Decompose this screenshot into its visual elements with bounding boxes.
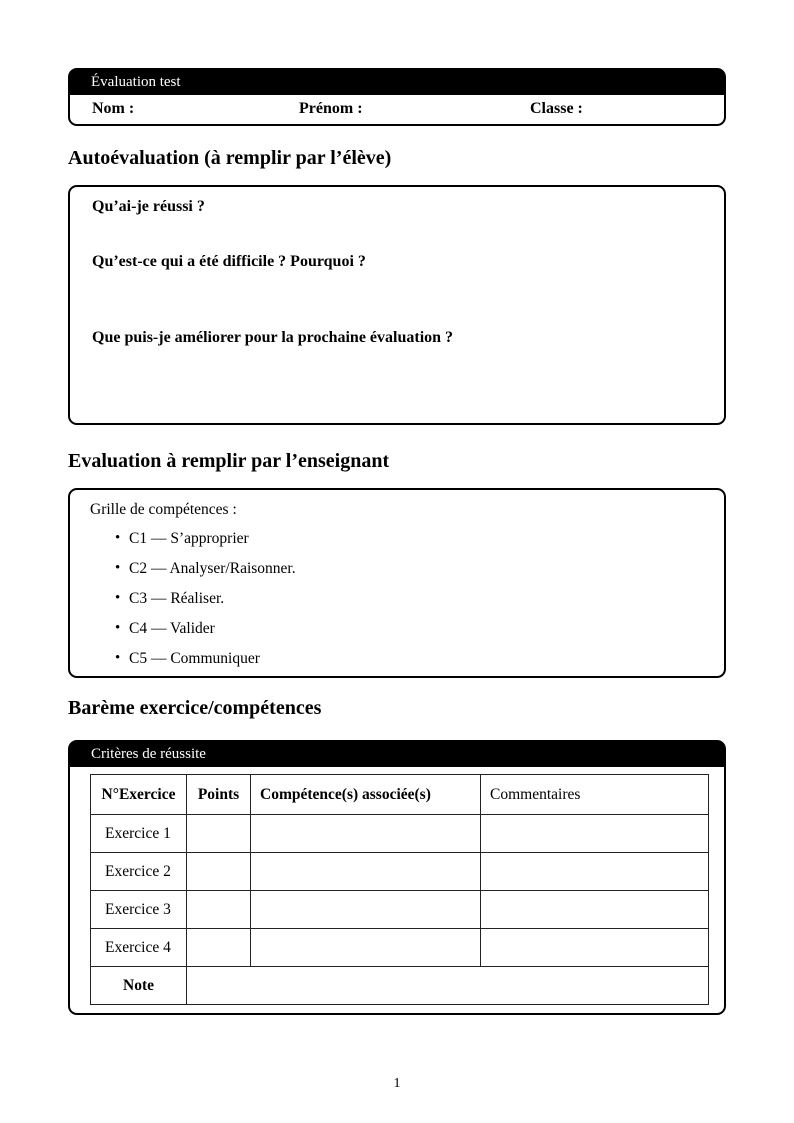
competence-item bbox=[115, 620, 296, 637]
competence-item bbox=[115, 530, 296, 547]
table-cell-empty bbox=[187, 815, 251, 853]
table-cell-empty bbox=[187, 891, 251, 929]
table-cell-empty bbox=[251, 891, 481, 929]
header-fields-row bbox=[70, 95, 724, 124]
note-cell-empty bbox=[187, 967, 709, 1005]
page-number: 1 bbox=[393, 1076, 401, 1091]
name-field-label: Nom : bbox=[92, 100, 135, 117]
competence-item-label: C2 — Analyser/Raisonner. bbox=[129, 560, 296, 577]
header-box-title: Évaluation test bbox=[70, 70, 724, 95]
autoeval-question-2: Qu’est-ce qui a été difficile ? Pourquoi ? bbox=[92, 253, 366, 270]
bullet-icon: • bbox=[115, 620, 121, 636]
bullet-icon: • bbox=[115, 590, 121, 606]
table-row bbox=[91, 929, 709, 967]
table-cell-empty bbox=[481, 853, 709, 891]
exercise-row-label: Exercice 3 bbox=[91, 891, 187, 929]
class-field-label: Classe : bbox=[530, 100, 583, 117]
competence-item-label: C1 — S’approprier bbox=[129, 530, 249, 547]
exercise-row-label: Exercice 1 bbox=[91, 815, 187, 853]
note-row bbox=[91, 967, 709, 1005]
bullet-icon: • bbox=[115, 650, 121, 666]
table-cell-empty bbox=[481, 891, 709, 929]
competence-item-label: C5 — Communiquer bbox=[129, 650, 260, 667]
header-box bbox=[68, 68, 726, 126]
table-row bbox=[91, 853, 709, 891]
bareme-section-heading: Barème exercice/compétences bbox=[68, 697, 322, 719]
table-cell-empty bbox=[187, 929, 251, 967]
competence-item bbox=[115, 590, 296, 607]
criteria-box bbox=[68, 740, 726, 1015]
table-cell-empty bbox=[187, 853, 251, 891]
competence-item bbox=[115, 560, 296, 577]
table-row bbox=[91, 891, 709, 929]
bullet-icon: • bbox=[115, 530, 121, 546]
competence-item bbox=[115, 650, 296, 667]
table-cell-empty bbox=[251, 853, 481, 891]
competence-list bbox=[115, 530, 296, 681]
teacher-section-heading: Evaluation à remplir par l’enseignant bbox=[68, 450, 390, 472]
table-cell-empty bbox=[481, 929, 709, 967]
competence-item-label: C3 — Réaliser. bbox=[129, 590, 225, 607]
firstname-field-label: Prénom : bbox=[299, 100, 363, 117]
column-header-comments: Commentaires bbox=[481, 775, 709, 815]
table-header-row bbox=[91, 775, 709, 815]
bullet-icon: • bbox=[115, 560, 121, 576]
exercise-row-label: Exercice 2 bbox=[91, 853, 187, 891]
autoeval-question-3: Que puis-je améliorer pour la prochaine évaluation ? bbox=[92, 329, 454, 346]
competence-grid-label: Grille de compétences : bbox=[90, 501, 237, 518]
table-row bbox=[91, 815, 709, 853]
table-cell-empty bbox=[251, 929, 481, 967]
grade-table bbox=[90, 774, 709, 1005]
table-cell-empty bbox=[481, 815, 709, 853]
criteria-box-title: Critères de réussite bbox=[70, 742, 724, 767]
column-header-competences: Compétence(s) associée(s) bbox=[251, 775, 481, 815]
competence-item-label: C4 — Valider bbox=[129, 620, 215, 637]
competence-grid-box bbox=[68, 488, 726, 678]
column-header-points: Points bbox=[187, 775, 251, 815]
autoeval-box bbox=[68, 185, 726, 425]
column-header-exercise: N°Exercice bbox=[91, 775, 187, 815]
note-row-label: Note bbox=[91, 967, 187, 1005]
autoeval-section-heading: Autoévaluation (à remplir par l’élève) bbox=[68, 147, 392, 169]
autoeval-question-1: Qu’ai-je réussi ? bbox=[92, 198, 205, 215]
table-cell-empty bbox=[251, 815, 481, 853]
exercise-row-label: Exercice 4 bbox=[91, 929, 187, 967]
